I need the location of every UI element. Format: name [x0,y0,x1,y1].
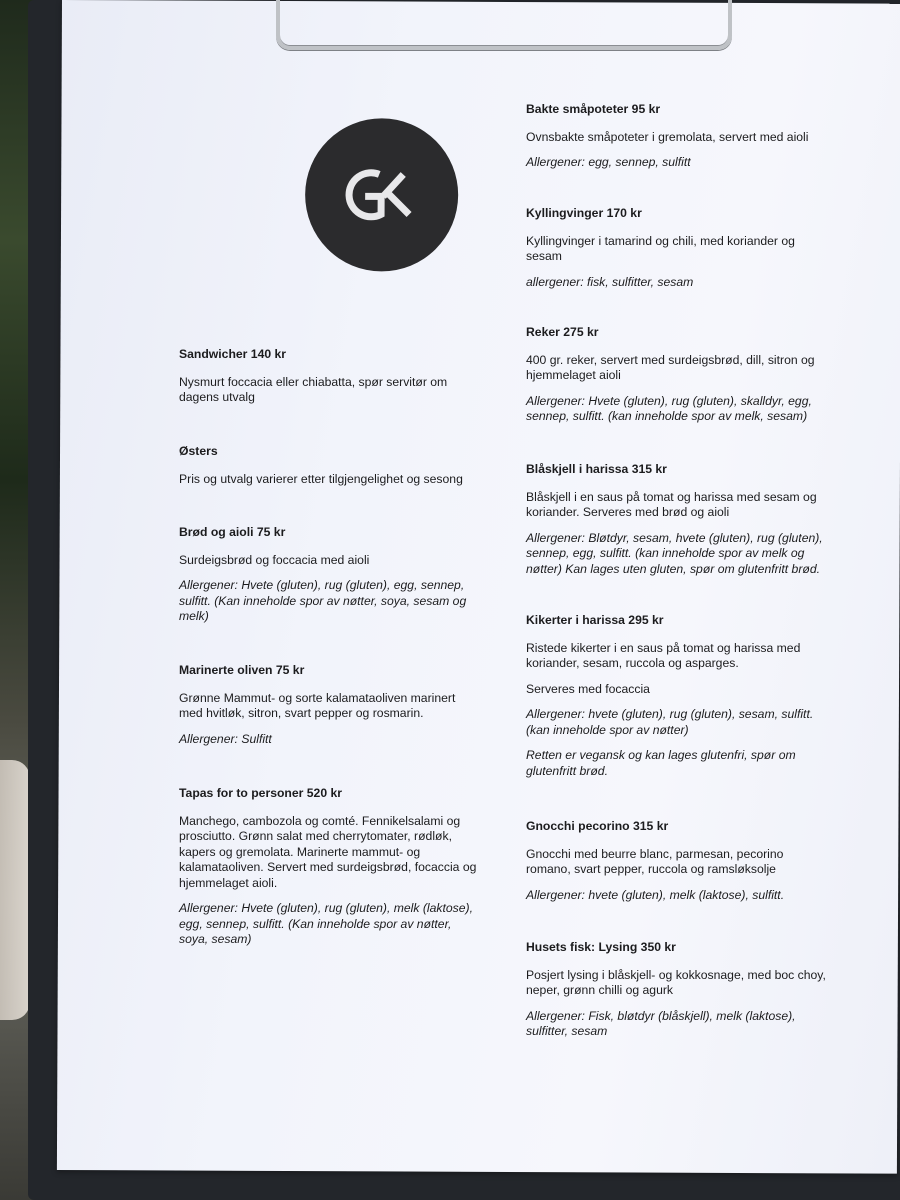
item-allergens: Allergener: hvete (gluten), rug (gluten), sesam, sulfitt. (kan inneholde spor av nøtter) [526,707,814,737]
item-name: Blåskjell i harissa 315 kr [526,462,667,476]
item-description: Posjert lysing i blåskjell- og kokkosnage, med boc choy, neper, grønn chilli og agurk [526,967,826,997]
hand-thumb [0,760,30,1020]
item-description: Blåskjell i en saus på tomat og harissa med sesam og koriander. Serveres med brød og aioli [526,489,817,519]
menu-item [526,325,826,435]
item-allergens: Allergener: Hvete (gluten), rug (gluten), melk (laktose), egg, sennep, sulfitt. (Kan inneholde spor av nøtter, soya, sesam) [179,901,473,946]
item-description: Grønne Mammut- og sorte kalamataoliven marinert med hvitløk, sitron, svart pepper og rosmarin. [179,690,456,720]
item-allergens: Allergener: Sulfitt [179,731,272,746]
item-allergens: Allergener: Hvete (gluten), rug (gluten), skalldyr, egg, sennep, sulfitt. (kan inneholde spor av melk, sesam) [526,393,812,423]
menu-item [526,613,826,789]
item-allergens: Allergener: Fisk, bløtdyr (blåskjell), melk (laktose), sulfitter, sesam [526,1008,796,1038]
clipboard-clip [276,0,732,50]
item-name: Gnocchi pecorino 315 kr [526,819,669,833]
item-name: Kyllingvinger 170 kr [526,206,642,220]
menu-item [526,819,826,913]
item-description: Pris og utvalg varierer etter tilgjengelighet og sesong [179,471,463,486]
restaurant-logo [305,118,459,272]
menu-item [526,462,826,587]
item-description: Kyllingvinger i tamarind og chili, med koriander og sesam [526,233,795,263]
menu-item [179,525,479,635]
item-allergens: Allergener: Hvete (gluten), rug (gluten), egg, sennep, sulfitt. (Kan inneholde spor av nøtter, soya, sesam og melk) [179,578,467,623]
item-description: Manchego, cambozola og comté. Fennikelsalami og prosciutto. Grønn salat med cherrytomater, rødløk, kapers og gremolata. Marinerte mammut- og kalamataoliven. Servert med surdeigsbrød, focaccia og hjemmelaget aioli. [179,813,477,890]
item-description: Ovnsbakte småpoteter i gremolata, servert med aioli [526,129,809,144]
item-name: Tapas for to personer 520 kr [179,786,343,800]
item-description: 400 gr. reker, servert med surdeigsbrød, dill, sitron og hjemmelaget aioli [526,352,815,382]
menu-item [179,347,479,416]
gk-logo-icon [305,118,459,272]
item-description: Gnocchi med beurre blanc, parmesan, pecorino romano, svart pepper, ruccola og ramsløksolje [526,846,784,876]
item-allergens: Allergener: hvete (gluten), melk (laktose), sulfitt. [526,887,785,902]
item-allergens: allergener: fisk, sulfitter, sesam [526,274,694,289]
item-name: Brød og aioli 75 kr [179,525,286,539]
item-name: Kikerter i harissa 295 kr [526,613,664,627]
item-description: Nysmurt foccacia eller chiabatta, spør servitør om dagens utvalg [179,374,448,404]
item-description: Ristede kikerter i en saus på tomat og harissa med koriander, sesam, ruccola og asparges. [526,640,801,670]
item-name: Østers [179,444,218,458]
menu-item [526,940,826,1050]
item-name: Sandwicher 140 kr [179,347,287,361]
item-name: Marinerte oliven 75 kr [179,663,305,677]
menu-item [179,663,479,757]
menu-item [526,206,826,300]
item-allergens: Allergener: egg, sennep, sulfitt [526,155,691,169]
item-name: Bakte småpoteter 95 kr [526,102,661,116]
item-name: Reker 275 kr [526,325,599,339]
item-allergens: Retten er vegansk og kan lages glutenfri, spør om glutenfritt brød. [526,748,796,778]
item-description: Serveres med focaccia [526,681,650,696]
menu-item [179,444,479,497]
menu-item [179,786,479,958]
item-allergens: Allergener: Bløtdyr, sesam, hvete (gluten), rug (gluten), sennep, egg, sulfitt. (kan inneholde spor av melk og nøtter) Kan lages uten gluten, spør om glutenfritt brød. [526,530,823,576]
item-description: Surdeigsbrød og foccacia med aioli [179,552,370,567]
item-name: Husets fisk: Lysing 350 kr [526,940,676,954]
menu-item [526,102,826,181]
